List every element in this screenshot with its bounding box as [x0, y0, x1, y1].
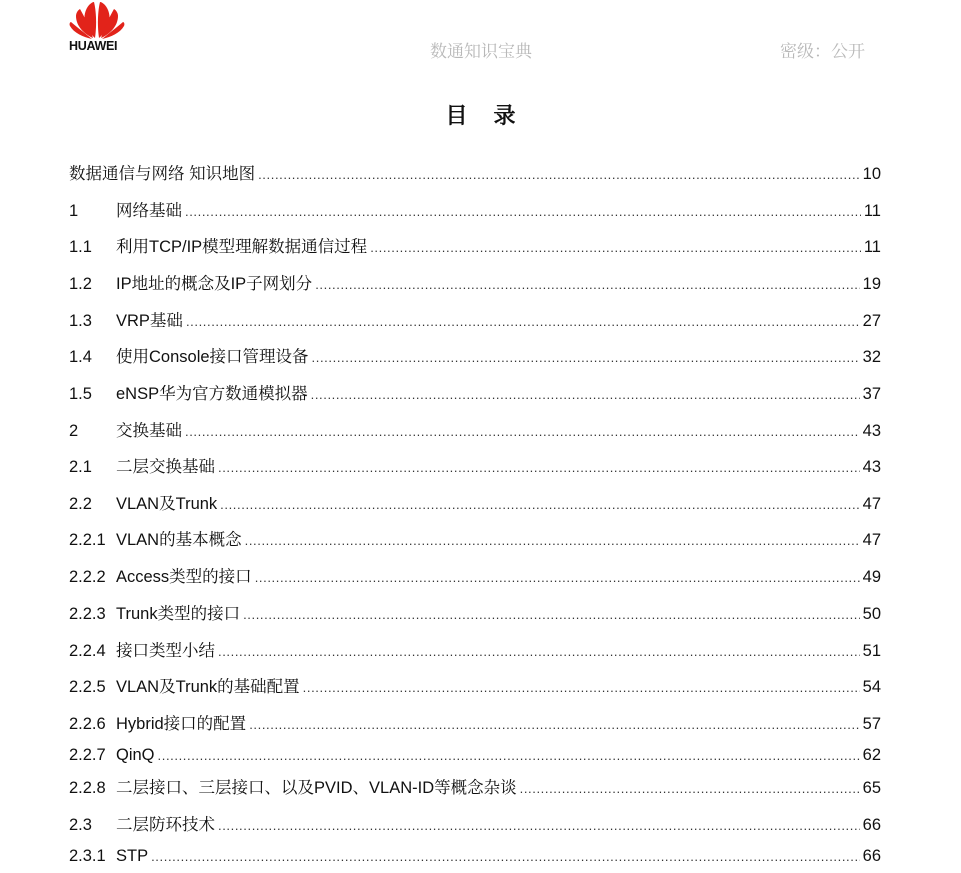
- toc-entry-number: 2.3: [69, 816, 92, 834]
- toc-page-number[interactable]: 66: [862, 847, 881, 865]
- toc-page-number[interactable]: 11: [863, 238, 881, 256]
- toc-entry-title[interactable]: Access类型的接口: [116, 568, 252, 586]
- toc-entry-title[interactable]: VRP基础: [116, 312, 183, 330]
- toc-entry-title[interactable]: eNSP华为官方数通模拟器: [116, 385, 308, 403]
- document-title: 数通知识宝典: [430, 42, 532, 61]
- toc-page-number[interactable]: 43: [862, 458, 881, 476]
- toc-dot-leader: [220, 493, 859, 517]
- toc-entry-title[interactable]: 二层接口、三层接口、以及PVID、VLAN-ID等概念杂谈: [116, 779, 517, 797]
- toc-page-number[interactable]: 65: [862, 779, 881, 797]
- toc-entry[interactable]: [69, 455, 881, 479]
- toc-entry[interactable]: [69, 712, 881, 736]
- toc-entry[interactable]: [69, 309, 881, 333]
- classification-label: 密级：公开: [780, 42, 865, 61]
- toc-entry-number: 1: [69, 202, 79, 220]
- toc-dot-leader: [185, 420, 860, 444]
- toc-entry-number: 1.4: [69, 348, 92, 366]
- toc-page-number[interactable]: 47: [862, 531, 881, 549]
- toc-dot-leader: [245, 529, 860, 553]
- toc-page-number[interactable]: 27: [862, 312, 881, 330]
- toc-page-number[interactable]: 66: [862, 816, 881, 834]
- toc-entry-number: 2.2: [69, 495, 92, 513]
- toc-entry-title[interactable]: 二层交换基础: [116, 458, 215, 476]
- toc-dot-leader: [258, 163, 860, 187]
- toc-heading: 目录: [445, 103, 542, 128]
- toc-entry[interactable]: [69, 419, 881, 443]
- toc-page-number[interactable]: 43: [862, 422, 881, 440]
- toc-dot-leader: [218, 456, 860, 480]
- toc-page-number[interactable]: 57: [862, 715, 881, 733]
- toc-entry[interactable]: [69, 528, 881, 552]
- toc-dot-leader: [218, 640, 860, 664]
- toc-entry-number: 2.2.6: [69, 715, 106, 733]
- toc-entry-number: 2.2.1: [69, 531, 106, 549]
- toc-dot-leader: [218, 814, 860, 838]
- toc-page-number[interactable]: 32: [862, 348, 881, 366]
- toc-entry[interactable]: [69, 345, 881, 369]
- toc-dot-leader: [312, 346, 860, 370]
- toc-entry-number: 1.5: [69, 385, 92, 403]
- toc-dot-leader: [520, 777, 860, 801]
- toc-entry[interactable]: [69, 565, 881, 589]
- toc-entry-title[interactable]: QinQ: [116, 746, 155, 764]
- toc-entry[interactable]: [69, 602, 881, 626]
- toc-entry-title[interactable]: 使用Console接口管理设备: [116, 348, 309, 366]
- huawei-wordmark: HUAWEI: [69, 39, 118, 53]
- toc-page-number[interactable]: 54: [862, 678, 881, 696]
- toc-dot-leader: [311, 383, 860, 407]
- toc-entry-title[interactable]: 二层防环技术: [116, 816, 215, 834]
- toc-page-number[interactable]: 11: [863, 202, 881, 220]
- toc-dot-leader: [249, 713, 859, 737]
- toc-entry[interactable]: [69, 199, 881, 223]
- toc-page-number[interactable]: 47: [862, 495, 881, 513]
- toc-dot-leader: [186, 310, 860, 334]
- toc-dot-leader: [303, 676, 860, 700]
- toc-entry[interactable]: [69, 675, 881, 699]
- toc-entry-number: 2.2.8: [69, 779, 106, 797]
- toc-page-number[interactable]: 62: [862, 746, 881, 764]
- toc-entry[interactable]: [69, 382, 881, 406]
- toc-entry-number: 2.2.3: [69, 605, 106, 623]
- toc-entry-title[interactable]: IP地址的概念及IP子网划分: [116, 275, 313, 293]
- toc-dot-leader: [315, 273, 859, 297]
- toc-entry[interactable]: [69, 844, 881, 868]
- toc-page-number[interactable]: 49: [862, 568, 881, 586]
- toc-page-number[interactable]: 19: [862, 275, 881, 293]
- toc-dot-leader: [255, 566, 860, 590]
- toc-entry-title[interactable]: 数据通信与网络 知识地图: [69, 165, 256, 183]
- toc-entry-title[interactable]: 交换基础: [116, 422, 182, 440]
- toc-entry-title[interactable]: VLAN的基本概念: [116, 531, 242, 549]
- toc-entry-number: 2.3.1: [69, 847, 106, 865]
- toc-entry-number: 2.1: [69, 458, 92, 476]
- toc-entry[interactable]: [69, 743, 881, 767]
- toc-entry-number: 2.2.4: [69, 642, 106, 660]
- toc-entry[interactable]: [69, 162, 881, 186]
- toc-entry[interactable]: [69, 235, 881, 259]
- toc-dot-leader: [370, 236, 861, 260]
- toc-entry[interactable]: [69, 272, 881, 296]
- toc-entry-number: 1.3: [69, 312, 92, 330]
- toc-entry-number: 1.1: [69, 238, 92, 256]
- toc-entry-number: 2: [69, 422, 79, 440]
- toc-entry-title[interactable]: STP: [116, 847, 149, 865]
- toc-entry[interactable]: [69, 492, 881, 516]
- toc-dot-leader: [151, 845, 860, 869]
- toc-entry[interactable]: [69, 639, 881, 663]
- toc-page-number[interactable]: 50: [862, 605, 881, 623]
- toc-dot-leader: [158, 744, 860, 768]
- toc-dot-leader: [243, 603, 860, 627]
- toc-page-number[interactable]: 37: [862, 385, 881, 403]
- toc-entry-title[interactable]: Hybrid接口的配置: [116, 715, 247, 733]
- toc-entry-title[interactable]: 接口类型小结: [116, 642, 215, 660]
- toc-entry-number: 2.2.7: [69, 746, 106, 764]
- toc-entry-number: 2.2.5: [69, 678, 106, 696]
- toc-entry[interactable]: [69, 776, 881, 800]
- toc-dot-leader: [185, 200, 861, 224]
- toc-entry-title[interactable]: VLAN及Trunk: [116, 495, 218, 513]
- huawei-logo: [66, 0, 130, 56]
- toc-entry-number: 1.2: [69, 275, 92, 293]
- toc-entry-title[interactable]: VLAN及Trunk的基础配置: [116, 678, 300, 696]
- toc-entry-title[interactable]: Trunk类型的接口: [116, 605, 241, 623]
- toc-page-number[interactable]: 51: [862, 642, 881, 660]
- huawei-petal-logo-icon: [68, 0, 126, 40]
- toc-entry-title[interactable]: 利用TCP/IP模型理解数据通信过程: [116, 238, 368, 256]
- toc-entry-title[interactable]: 网络基础: [116, 202, 182, 220]
- toc-entry[interactable]: [69, 813, 881, 837]
- toc-page-number[interactable]: 10: [862, 165, 881, 183]
- toc-entry-number: 2.2.2: [69, 568, 106, 586]
